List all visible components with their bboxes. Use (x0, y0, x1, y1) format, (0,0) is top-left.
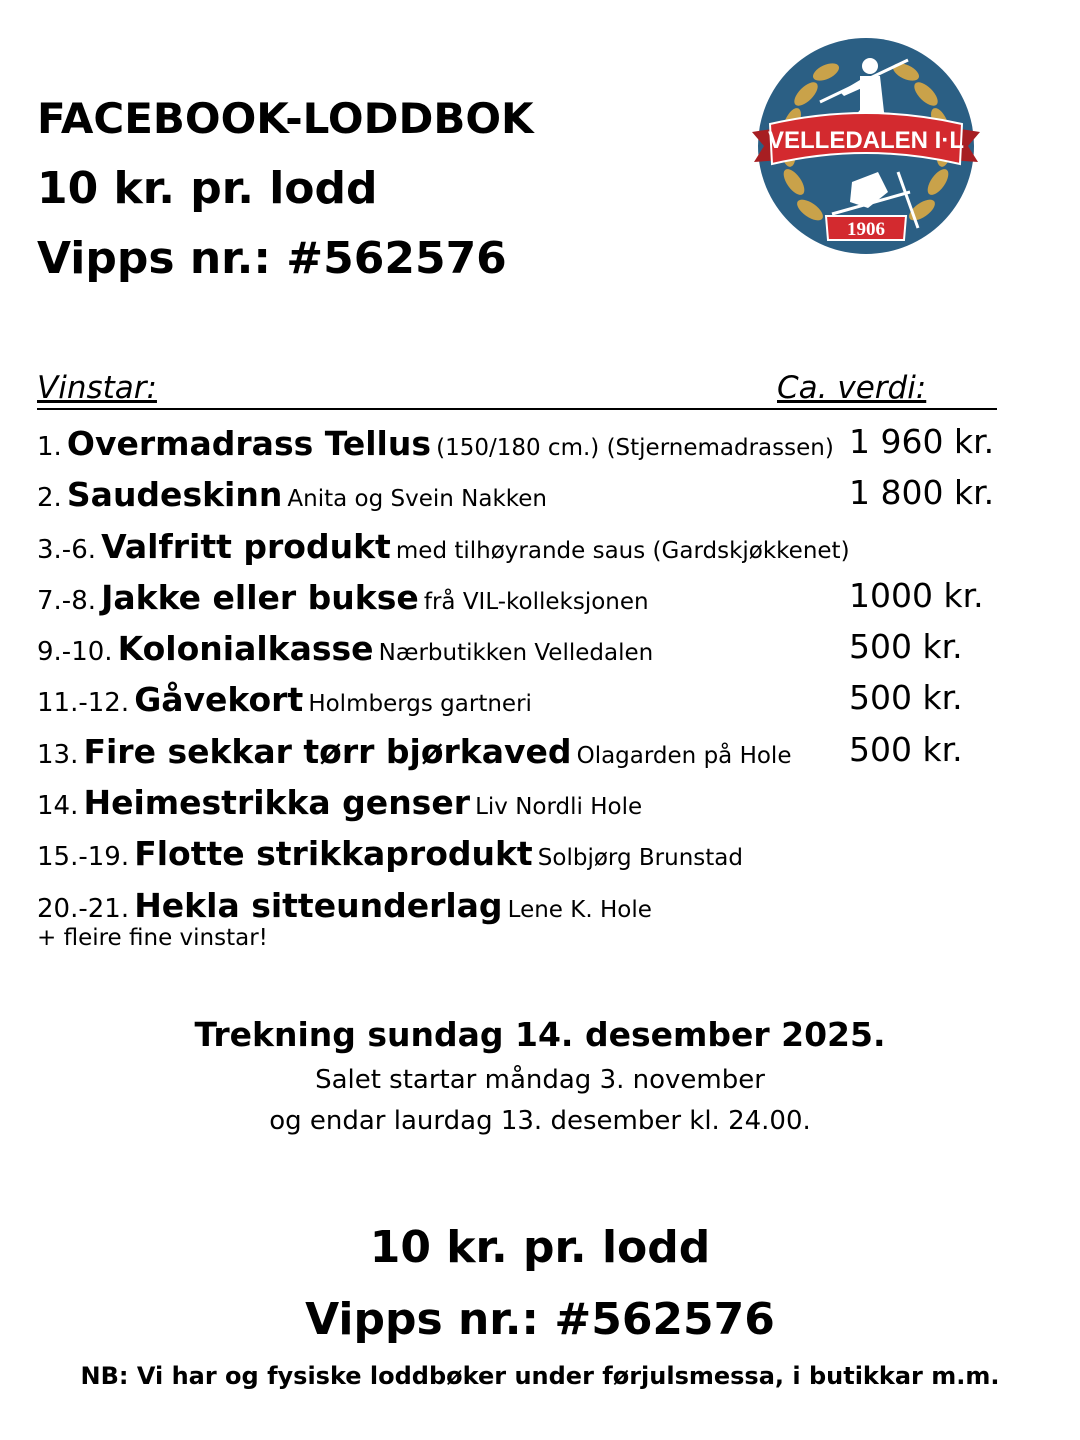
prize-rank: 11.-12. (37, 688, 130, 719)
prize-name: Overmadrass Tellus (66, 424, 431, 463)
prize-rank: 2. (37, 483, 62, 514)
footer-note: NB: Vi har og fysiske loddbøker under førjulsmessa, i butikkar m.m. (80, 1362, 1000, 1390)
prize-donor: Olagarden på Hole (576, 742, 792, 769)
sale-start: Salet startar måndag 3. november (315, 1065, 765, 1095)
prize-name: Saudeskinn (66, 475, 283, 515)
prize-name: Fire sekkar tørr bjørkaved (83, 731, 572, 771)
prize-donor: Lene K. Hole (507, 896, 652, 923)
prize-value: 500 kr. (849, 678, 963, 718)
col-value-header: Ca. verdi: (777, 370, 927, 406)
prize-rank: 20.-21. (37, 893, 130, 924)
prize-list (37, 418, 999, 931)
header-block (37, 84, 534, 294)
prize-name: Flotte strikkaprodukt (134, 834, 533, 874)
prize-item (37, 828, 999, 879)
prize-item (37, 674, 999, 725)
prize-donor: Nærbutikken Velledalen (378, 640, 654, 667)
prize-rank: 7.-8. (37, 585, 96, 616)
prize-item (37, 777, 999, 828)
poster-title: FACEBOOK-LODDBOK (37, 94, 534, 143)
prize-table-header (37, 368, 997, 410)
prize-donor: Liv Nordli Hole (475, 794, 643, 821)
prize-donor: (150/180 cm.) (Stjernemadrassen) (436, 435, 834, 461)
prize-donor: Anita og Svein Nakken (287, 486, 548, 513)
prize-item (37, 572, 999, 623)
footer-vipps: Vipps nr.: #562576 (305, 1294, 775, 1345)
logo-year: 1906 (847, 219, 885, 240)
prize-rank: 1. (37, 432, 62, 462)
prize-name: Jakke eller bukse (101, 577, 419, 617)
prize-donor: med tilhøyrande saus (Gardskjøkkenet) (395, 537, 850, 564)
sale-end: og endar laurdag 13. desember kl. 24.00. (269, 1106, 811, 1136)
prize-name: Kolonialkasse (117, 629, 374, 669)
prize-name: Valfritt produkt (101, 526, 391, 566)
prize-item (37, 623, 999, 674)
prize-rank: 3.-6. (37, 534, 96, 565)
prize-name: Gåvekort (134, 680, 304, 720)
header-vipps: Vipps nr.: #562576 (37, 233, 507, 284)
prize-name: Heimestrikka genser (83, 783, 470, 823)
col-prize-header: Vinstar: (37, 370, 157, 406)
prize-item (37, 418, 999, 469)
more-prizes-note: + fleire fine vinstar! (37, 925, 268, 951)
prize-rank: 14. (37, 791, 79, 822)
prize-rank: 15.-19. (37, 842, 130, 873)
prize-value: 1 960 kr. (849, 422, 995, 461)
prize-value: 500 kr. (849, 627, 963, 667)
club-logo (748, 32, 984, 264)
draw-date: Trekning sundag 14. desember 2025. (194, 1015, 886, 1054)
club-crest-icon (748, 32, 984, 264)
prize-donor: Solbjørg Brunstad (537, 845, 743, 872)
prize-name: Hekla sitteunderlag (134, 885, 503, 925)
prize-value: 1 800 kr. (849, 473, 995, 513)
prize-donor: Holmbergs gartneri (308, 691, 532, 718)
prize-item (37, 880, 999, 931)
prize-item (37, 469, 999, 520)
prize-value: 1000 kr. (849, 575, 984, 615)
prize-donor: frå VIL-kolleksjonen (423, 588, 649, 615)
header-price: 10 kr. pr. lodd (37, 163, 378, 214)
prize-rank: 13. (37, 739, 79, 770)
prize-value: 500 kr. (849, 729, 963, 769)
prize-rank: 9.-10. (37, 637, 113, 668)
logo-banner-text: VELLEDALEN I·L (768, 127, 964, 154)
prize-item (37, 726, 999, 777)
prize-item (37, 521, 999, 572)
footer-price: 10 kr. pr. lodd (369, 1222, 711, 1273)
